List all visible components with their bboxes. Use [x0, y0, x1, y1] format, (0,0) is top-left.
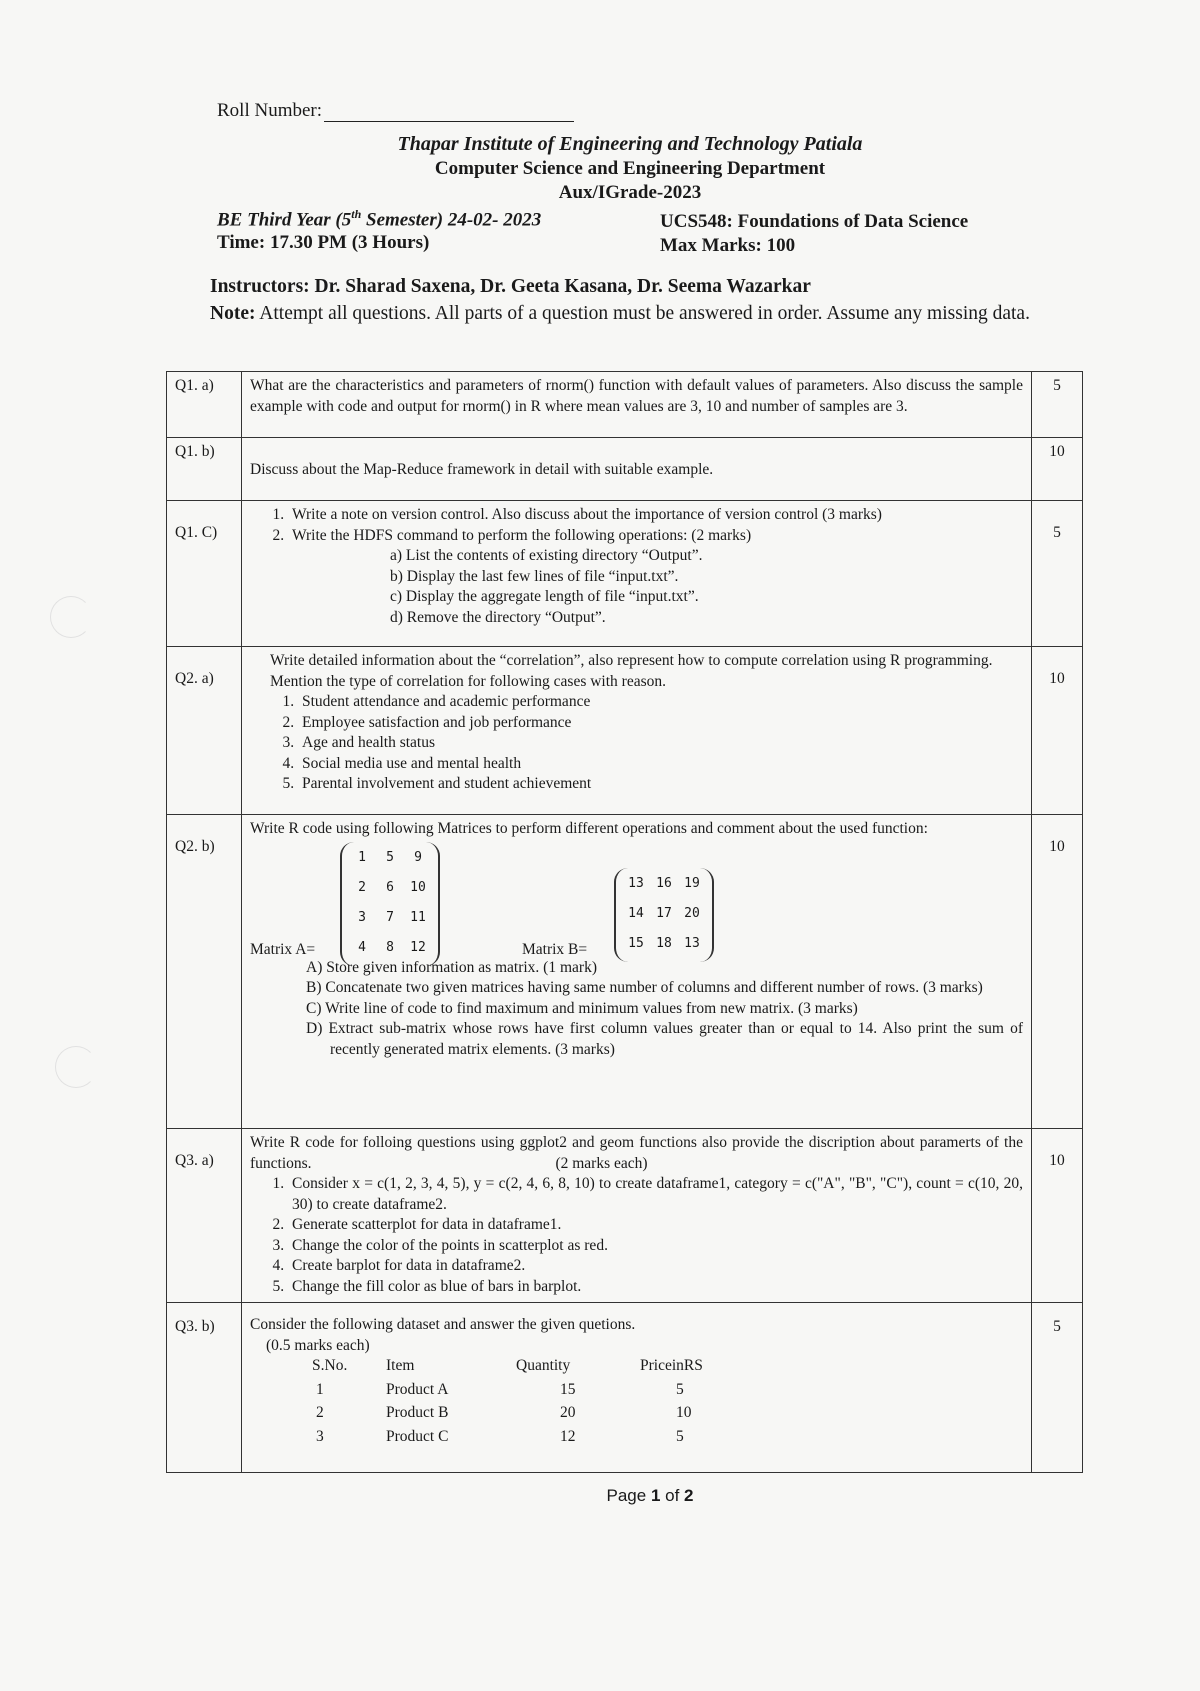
exam-time: Time: 17.30 PM (3 Hours): [217, 232, 430, 253]
matrix-cell: 9: [414, 850, 422, 866]
list-item: 1. Student attendance and academic performance: [298, 692, 1023, 713]
question-marks: 10: [1032, 647, 1083, 815]
list-item: 2. Employee satisfaction and job performance: [298, 713, 1023, 734]
matrix-cell: 10: [410, 880, 426, 896]
matrix-row: [348, 904, 432, 934]
matrix-b: [614, 868, 714, 962]
dataset-cell: Product C: [386, 1427, 449, 1445]
list-item: 2. Generate scatterplot for data in dataframe1.: [288, 1215, 1023, 1236]
question-body: [242, 647, 1032, 815]
matrix-cell: 16: [656, 876, 672, 892]
matrix-row: [348, 934, 432, 964]
question-marks: 5: [1032, 501, 1083, 647]
dataset-table: [312, 1356, 703, 1450]
matrix-cell: 3: [358, 910, 366, 926]
page-total: 2: [684, 1486, 694, 1505]
matrix-b-label: Matrix B=: [522, 940, 588, 958]
matrix-cell: 17: [656, 906, 672, 922]
matrix-row: [348, 874, 432, 904]
matrix-a: [340, 842, 440, 966]
note: [210, 302, 1060, 326]
list-item: D) Extract sub-matrix whose rows have first column values greater than or equal to 14. Also print the sum of recently generated matrix elements. (3 marks): [306, 1020, 1023, 1058]
matrix-row: [622, 900, 706, 930]
matrix-cell: 4: [358, 940, 366, 956]
sub-list: [250, 546, 1023, 628]
matrix-cell: 12: [410, 940, 426, 956]
list-item: a) List the contents of existing directory “Output”.: [390, 547, 703, 564]
question-list: [250, 505, 1023, 546]
instructors: Instructors: Dr. Sharad Saxena, Dr. Geeta Kasana, Dr. Seema Wazarkar: [210, 276, 811, 297]
question-row: [167, 501, 1083, 647]
dataset-header-row: [312, 1356, 703, 1380]
dataset-row: [312, 1380, 703, 1404]
matrix-cell: 5: [386, 850, 394, 866]
question-row: [167, 372, 1083, 438]
dataset-cell: 5: [676, 1427, 684, 1445]
question-marks: 10: [1032, 1129, 1083, 1303]
question-number: Q1. b): [167, 438, 242, 501]
list-item: 4. Social media use and mental health: [298, 754, 1023, 775]
list-item: C) Write line of code to find maximum and minimum values from new matrix. (3 marks): [306, 999, 858, 1017]
course-code: UCS548: Foundations of Data Science: [660, 211, 969, 232]
list-item: 2. Write the HDFS command to perform the following operations: (2 marks): [288, 526, 1023, 547]
dataset-cell: 1: [316, 1380, 324, 1398]
question-mention: Mention the type of correlation for following cases with reason.: [270, 672, 666, 690]
matrix-cell: 8: [386, 940, 394, 956]
dataset-header: Quantity: [516, 1357, 571, 1374]
question-body: [242, 1129, 1032, 1303]
matrix-cell: 2: [358, 880, 366, 896]
item-list: [250, 1174, 1023, 1297]
question-row: [167, 438, 1083, 501]
matrix-a-label: Matrix A=: [250, 940, 316, 958]
question-text: What are the characteristics and parameters of rnorm() function with default values of parameters. Also discuss the sample example with code and output for rnorm() in R where mean values are 3, 10 and number of samples are 3.: [242, 372, 1032, 438]
question-table: [166, 371, 1083, 1473]
list-item: B) Concatenate two given matrices having same number of columns and different number of rows. (3 marks): [306, 979, 983, 996]
matrix-cell: 6: [386, 880, 394, 896]
list-item: 1. Write a note on version control. Also discuss about the importance of version control (3 marks): [288, 505, 1023, 526]
exam-name: Aux/IGrade-2023: [558, 182, 702, 203]
matrix-area: [250, 840, 1023, 958]
page-footer: Page 1 of 2: [606, 1486, 694, 1505]
question-row: [167, 815, 1083, 1129]
list-item: 5. Change the fill color as blue of bars in barplot.: [288, 1277, 1023, 1298]
dataset-row: [312, 1427, 703, 1451]
scan-mark: [50, 596, 92, 638]
dataset-header: S.No.: [312, 1357, 348, 1374]
question-number: Q2. b): [167, 815, 242, 1129]
matrix-cell: 18: [656, 936, 672, 952]
dataset-cell: 3: [316, 1427, 324, 1445]
dataset-cell: 10: [676, 1404, 692, 1421]
question-sub: (0.5 marks each): [266, 1336, 370, 1354]
roll-number: [217, 100, 574, 122]
list-item: 4. Create barplot for data in dataframe2.: [288, 1256, 1023, 1277]
list-item: 3. Age and health status: [298, 733, 1023, 754]
dataset-cell: Product B: [386, 1404, 449, 1421]
matrix-row: [348, 844, 432, 874]
question-intro: Write R code using following Matrices to perform different operations and comment about the used function:: [250, 820, 928, 837]
question-body: [242, 501, 1032, 647]
matrix-cell: 20: [684, 906, 700, 922]
question-number: Q2. a): [167, 647, 242, 815]
dataset-header: PriceinRS: [640, 1357, 703, 1374]
matrix-cell: 14: [628, 906, 644, 922]
question-body: [242, 815, 1032, 1129]
institute-name: Thapar Institute of Engineering and Technology Patiala: [397, 133, 863, 155]
matrix-cell: 15: [628, 936, 644, 952]
matrix-cell: 11: [410, 910, 426, 926]
dataset-header: Item: [386, 1357, 415, 1374]
dataset-row: [312, 1403, 703, 1427]
department-name: Computer Science and Engineering Department: [434, 158, 826, 179]
question-intro-marks: (2 marks each): [555, 1154, 648, 1172]
question-number: Q1. a): [167, 372, 242, 438]
matrix-row: [622, 930, 706, 960]
question-number: Q3. b): [167, 1303, 242, 1473]
matrix-cell: 19: [684, 876, 700, 892]
page-current: 1: [650, 1486, 661, 1505]
question-marks: 10: [1032, 438, 1083, 501]
dataset-cell: 12: [560, 1427, 576, 1445]
list-item: 3. Change the color of the points in scatterplot as red.: [288, 1236, 1023, 1257]
list-item: A) Store given information as matrix. (1 mark): [306, 958, 597, 976]
list-item: c) Display the aggregate length of file “input.txt”.: [390, 588, 699, 605]
question-body: [242, 1303, 1032, 1473]
list-item: 1. Consider x = c(1, 2, 3, 4, 5), y = c(2, 4, 6, 8, 10) to create dataframe1, category = c("A", "B", "C"), count = c(10, 20, 30) to create dataframe2.: [288, 1174, 1023, 1215]
question-marks: 5: [1032, 1303, 1083, 1473]
matrix-cell: 7: [386, 910, 394, 926]
dataset-cell: 20: [560, 1404, 576, 1421]
dataset-cell: 2: [316, 1404, 324, 1421]
roll-number-label: Roll Number:: [217, 100, 323, 121]
part-list: [250, 958, 1023, 1061]
question-number: Q3. a): [167, 1129, 242, 1303]
max-marks: Max Marks: 100: [660, 235, 796, 256]
question-text: Discuss about the Map-Reduce framework in detail with suitable example.: [242, 438, 1032, 501]
note-text: Attempt all questions. All parts of a question must be answered in order. Assume any missing data.: [255, 303, 1030, 324]
matrix-cell: 1: [358, 850, 366, 866]
roll-number-line: [324, 103, 574, 122]
matrix-cell: 13: [684, 936, 700, 952]
list-item: b) Display the last few lines of file “input.txt”.: [390, 567, 679, 585]
matrix-row: [622, 870, 706, 900]
question-row: [167, 1129, 1083, 1303]
question-intro: Write R code for folloing questions using ggplot2 and geom functions also provide the discription about paramerts of the functions. (2 marks each): [250, 1134, 1023, 1172]
dataset-cell: 15: [560, 1380, 576, 1398]
question-marks: 10: [1032, 815, 1083, 1129]
matrix-cell: 13: [628, 876, 644, 892]
question-row: [167, 647, 1083, 815]
question-row: [167, 1303, 1083, 1473]
scan-mark: [55, 1046, 97, 1088]
dataset-cell: 5: [676, 1380, 684, 1398]
note-label: Note:: [210, 303, 256, 324]
year-line: BE Third Year (5th Semester) 24-02- 2023: [217, 207, 542, 231]
question-number: Q1. C): [167, 501, 242, 647]
question-marks: 5: [1032, 372, 1083, 438]
dataset-cell: Product A: [386, 1380, 449, 1398]
question-intro: Consider the following dataset and answer the given quetions.: [250, 1316, 636, 1333]
case-list: [270, 692, 1023, 795]
list-item: d) Remove the directory “Output”.: [390, 608, 606, 626]
list-item: 5. Parental involvement and student achievement: [298, 774, 1023, 795]
question-intro: Write detailed information about the “correlation”, also represent how to compute correlation using R programming.: [270, 652, 993, 669]
